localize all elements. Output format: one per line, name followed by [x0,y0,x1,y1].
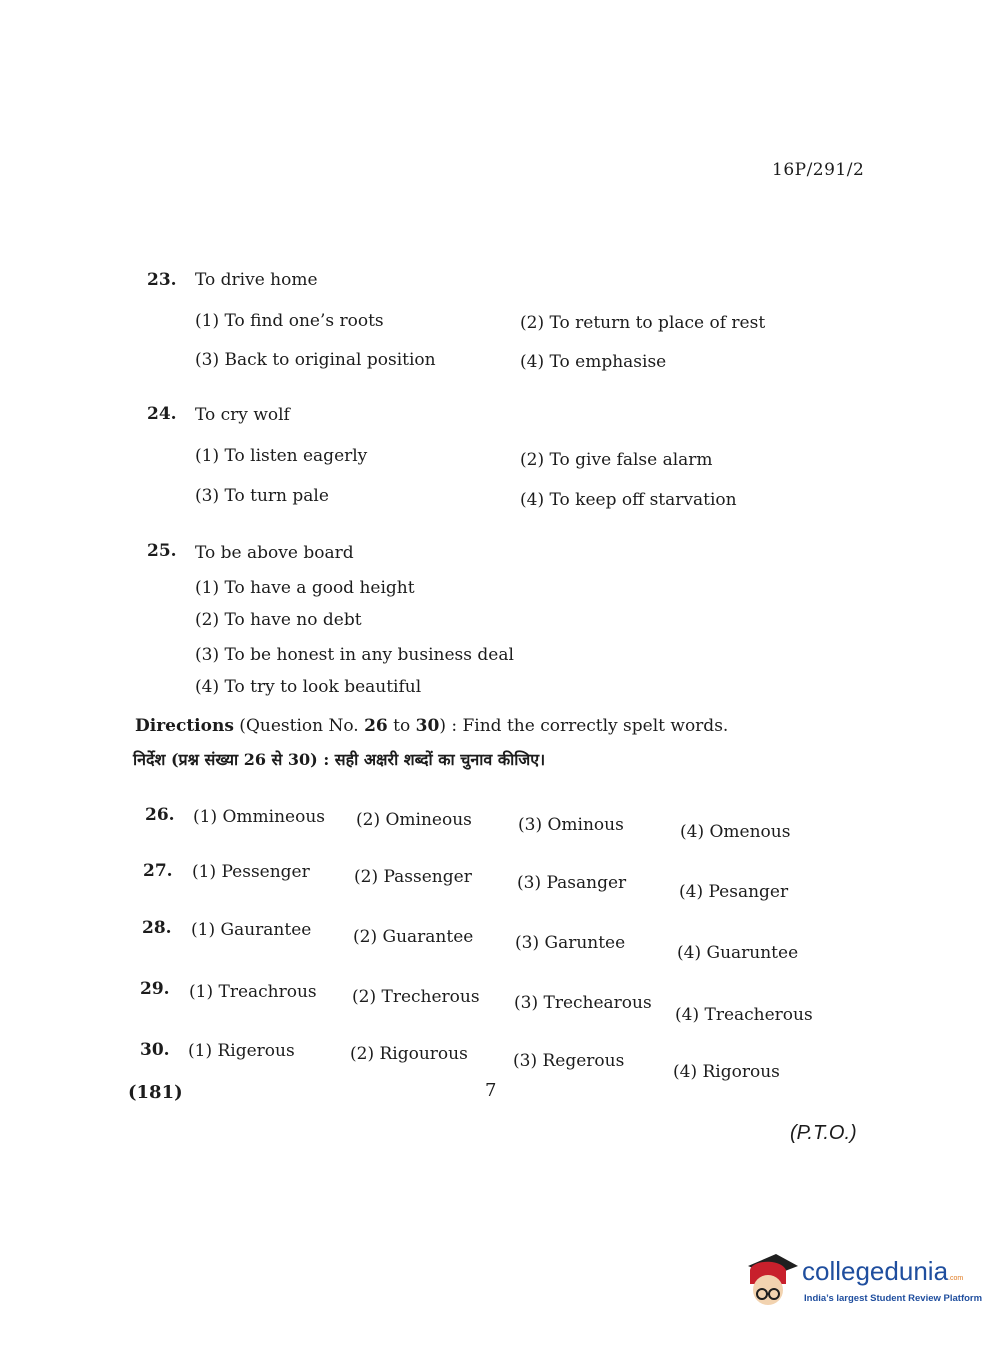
option: (2) To have no debt [195,610,362,630]
question-number: 27. [143,861,173,881]
option: (4) Treacherous [675,1005,813,1025]
option: (1) To find one’s roots [195,311,384,331]
option: (2) To give false alarm [520,450,713,470]
question-text: To cry wolf [195,405,290,425]
question-text: To drive home [195,270,318,290]
directions [135,716,728,736]
option: (3) Pasanger [517,873,627,893]
collegedunia-logo [742,1250,983,1320]
directions-hindi: निर्देश (प्रश्न संख्या 26 से 30) : सही अक्षरी शब्दों का चुनाव कीजिए। [133,750,546,769]
page-number: 7 [485,1080,497,1101]
directions-to-word: to [387,716,416,736]
option: (3) Back to original position [195,350,436,370]
logo-name [802,1256,963,1287]
question-number: 26. [145,805,175,825]
logo-name-b: dunia [884,1256,949,1286]
pto-note: (P.T.O.) [790,1122,857,1144]
option: (1) To have a good height [195,578,415,598]
question-number: 25. [147,541,177,561]
option: (2) Guarantee [353,927,474,947]
option: (1) To listen eagerly [195,446,368,466]
booklet-code: (181) [128,1082,183,1103]
directions-label: Directions [135,716,234,736]
option: (2) Rigourous [350,1044,468,1064]
option: (3) To turn pale [195,486,329,506]
question-number: 23. [147,270,177,290]
option: (2) Passenger [354,867,472,887]
option: (3) Ominous [518,815,624,835]
option: (1) Ommineous [193,807,326,827]
directions-from: 26 [364,716,388,736]
question-number: 29. [140,979,170,999]
option: (4) Rigorous [673,1062,780,1082]
question-text: To be above board [195,543,354,563]
logo-name-a: college [802,1256,885,1286]
option: (1) Rigerous [188,1041,295,1061]
option: (4) To try to look beautiful [195,677,422,697]
mascot-icon [742,1250,800,1312]
option: (3) Regerous [513,1051,625,1071]
paper-code: 16P/291/2 [772,160,865,180]
directions-text-post: ) : Find the correctly spelt words. [439,716,729,736]
question-number: 30. [140,1040,170,1060]
option: (1) Pessenger [192,862,310,882]
option: (3) To be honest in any business deal [195,645,514,665]
option: (1) Gaurantee [191,920,312,940]
option: (2) To return to place of rest [520,313,766,333]
option: (3) Garuntee [515,933,626,953]
option: (3) Trechearous [514,993,652,1013]
option: (2) Trecherous [352,987,480,1007]
option: (1) Treachrous [189,982,317,1002]
option: (2) Omineous [356,810,472,830]
question-number: 24. [147,404,177,424]
option: (4) Pesanger [679,882,789,902]
logo-tagline: India’s largest Student Review Platform [804,1293,983,1304]
option: (4) Guaruntee [677,943,799,963]
option: (4) To emphasise [520,352,667,372]
question-number: 28. [142,918,172,938]
directions-to: 30 [415,716,440,736]
directions-text-pre: (Question No. [233,716,365,736]
logo-dot-com: .com [948,1275,964,1282]
option: (4) Omenous [680,822,791,842]
option: (4) To keep off starvation [520,490,737,510]
